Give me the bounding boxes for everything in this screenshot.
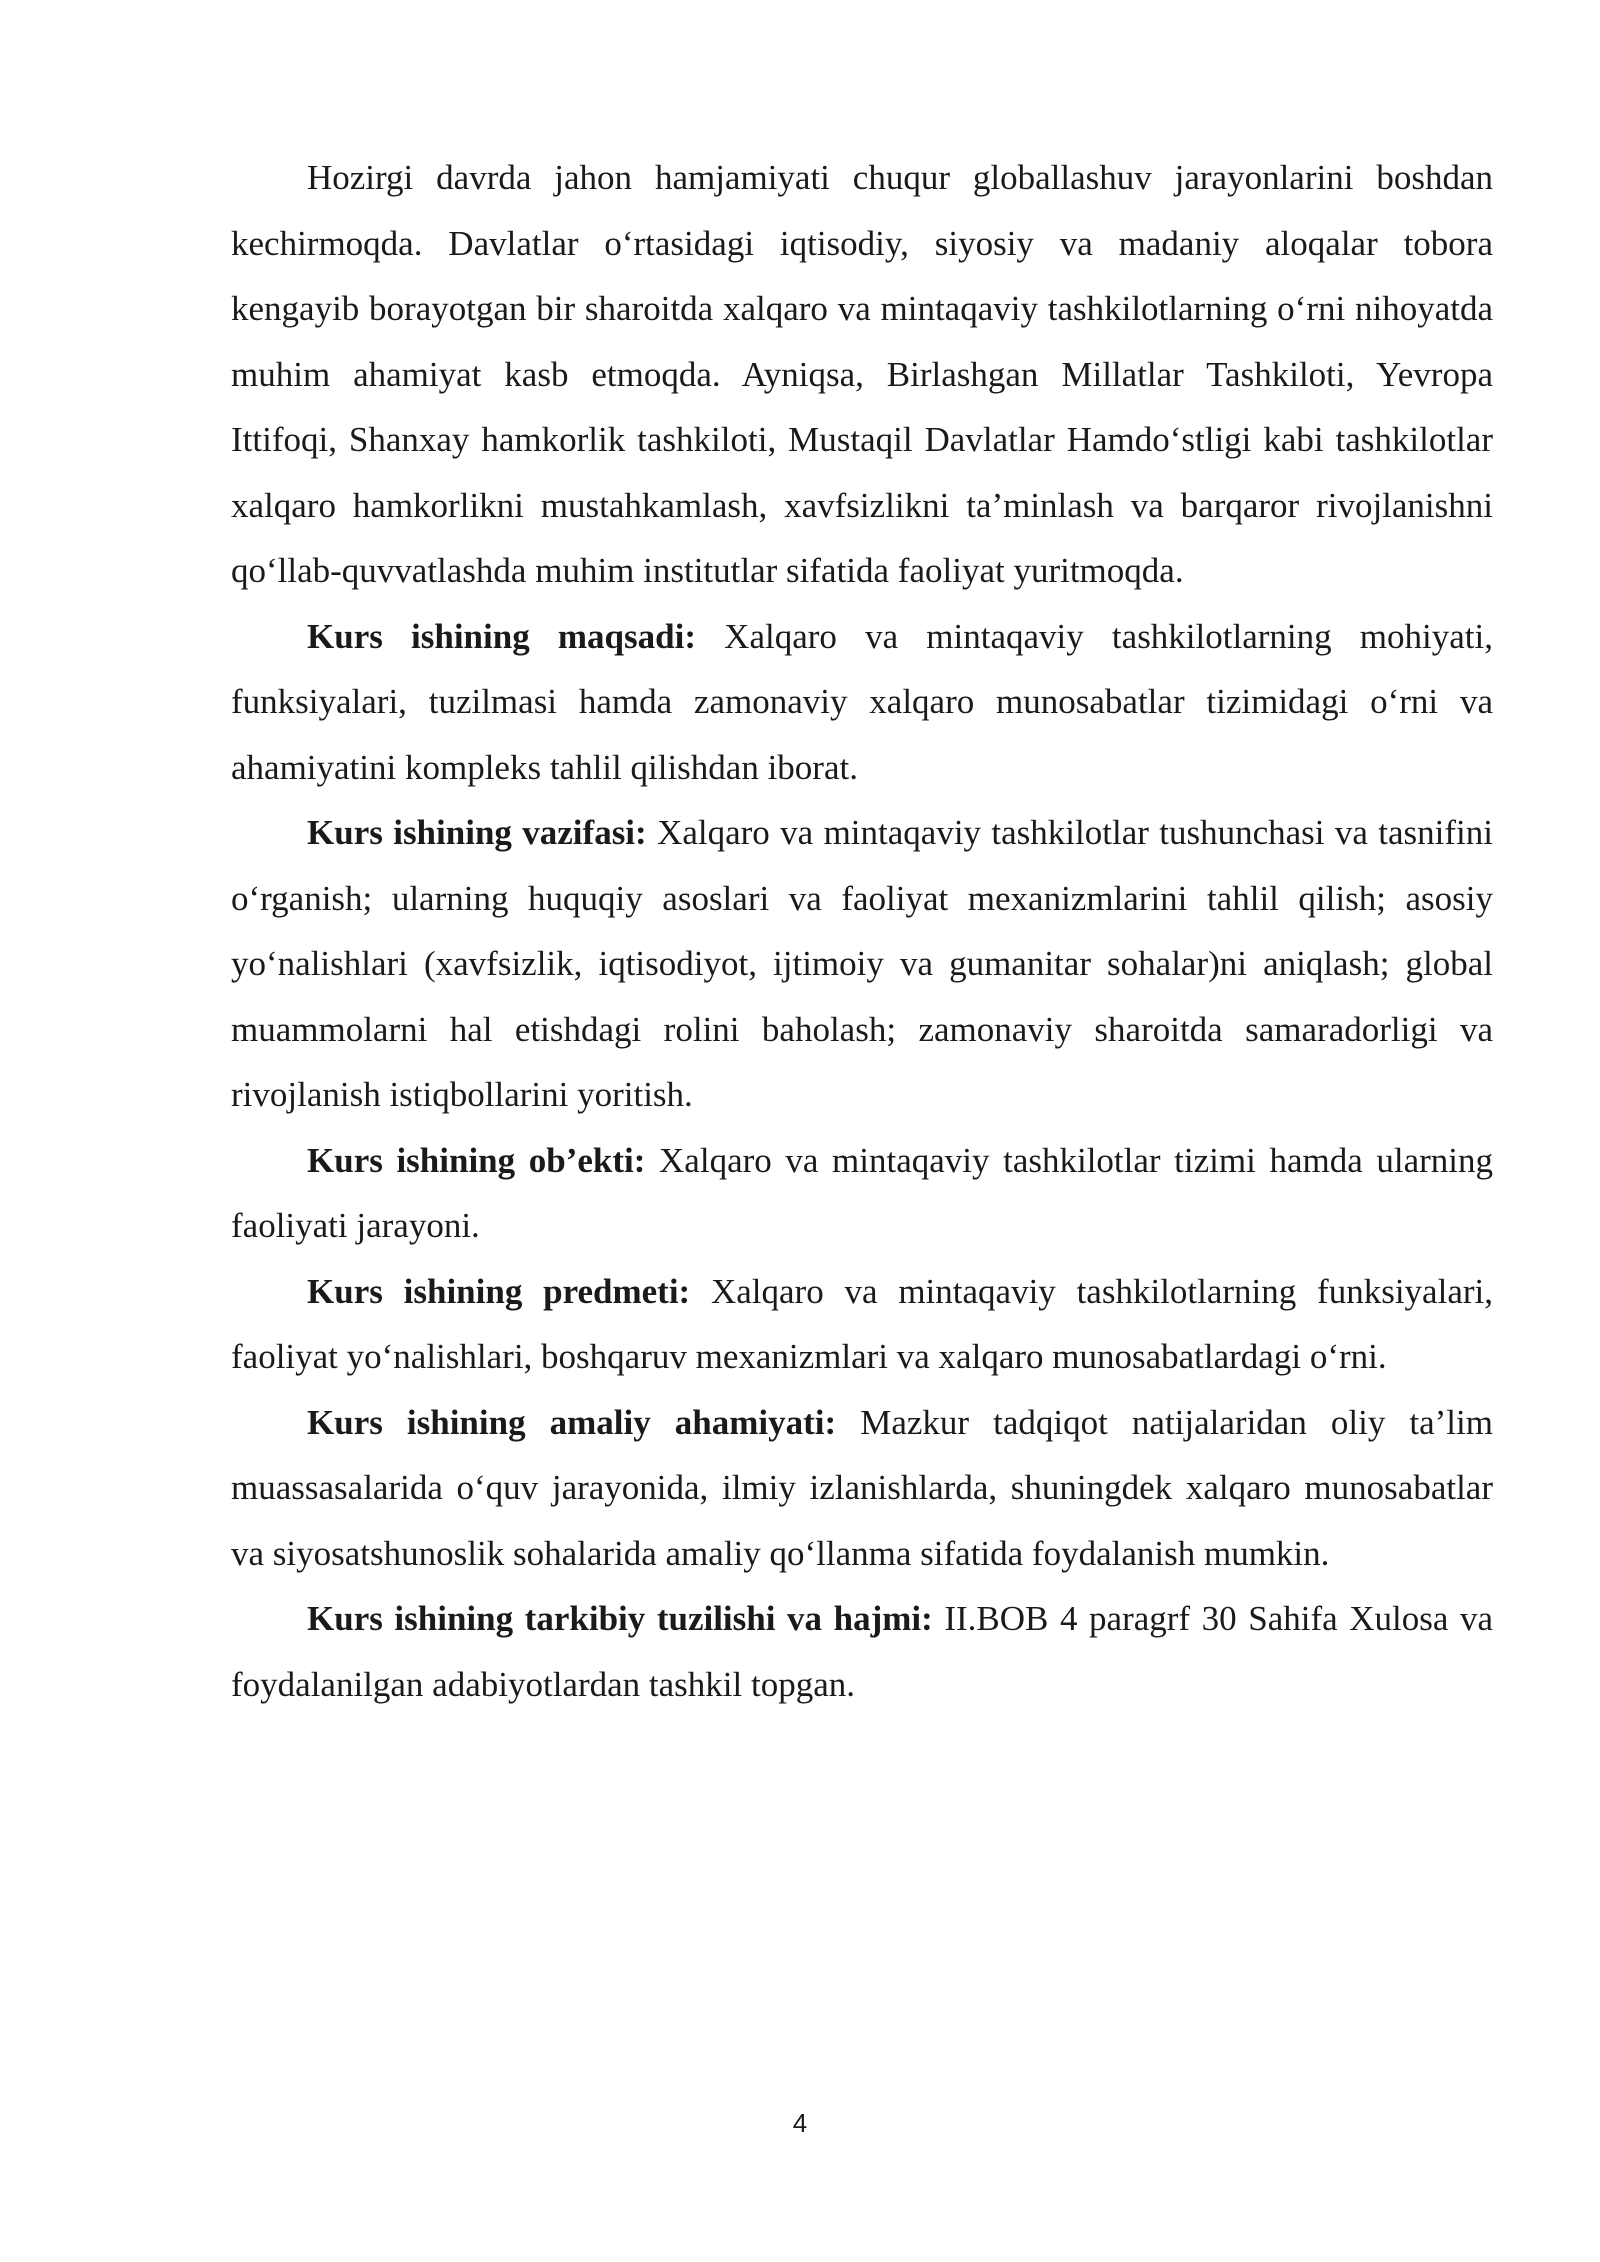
paragraph-tasks-label: Kurs ishining vazifasi: — [307, 813, 647, 852]
paragraph-object-text: Xalqaro va mintaqaviy tashkilotlar tizimi hamda ularning faoliyati jarayoni. — [231, 1140, 1493, 1245]
paragraph-tasks — [231, 800, 1493, 1128]
paragraph-practical-value — [231, 1390, 1493, 1587]
intro-text: Hozirgi davrda jahon hamjamiyati chuqur globallashuv jarayonlarini boshdan kechirmoqda. Davlatlar o‘rtasidagi iqtisodiy, siyosiy va madaniy aloqalar tobora kengayib borayotgan bir sharoitda xalqaro va mintaqaviy tashkilotlarning o‘rni nihoyatda muhim ahamiyat kasb etmoqda. Ayniqsa, Birlashgan Millatlar Tashkiloti, Yevropa Ittifoqi, Shanxay hamkorlik tashkiloti, Mustaqil Davlatlar Hamdo‘stligi kabi tashkilotlar xalqaro hamkorlikni mustahkamlash, xavfsizlikni ta’minlash va barqaror rivojlanishni qo‘llab-quvvatlashda muhim institutlar sifatida faoliyat yuritmoqda. — [231, 158, 1493, 590]
paragraph-subject-label: Kurs ishining predmeti: — [307, 1271, 691, 1311]
paragraph-practical-value-text: Mazkur tadqiqot natijalaridan oliy ta’lim muassasalarida o‘quv jarayonida, ilmiy izlanishlarda, shuningdek xalqaro munosabatlar va siyosatshunoslik sohalarida amaliy qo‘llanma sifatida foydalanish mumkin. — [231, 1402, 1493, 1573]
paragraph-object — [231, 1128, 1493, 1259]
paragraph-structure-text: II.BOB 4 paragrf 30 Sahifa Xulosa va foydalanilgan adabiyotlardan tashkil topgan. — [231, 1599, 1493, 1704]
paragraph-goal — [231, 604, 1493, 801]
paragraph-subject-text: Xalqaro va mintaqaviy tashkilotlarning funksiyalari, faoliyat yo‘nalishlari, boshqaruv mexanizmlari va xalqaro munosabatlardagi o‘rni. — [231, 1271, 1493, 1376]
paragraph-object-label: Kurs ishining ob’ekti: — [307, 1140, 646, 1180]
intro-paragraph — [231, 145, 1493, 604]
paragraph-structure — [231, 1586, 1493, 1717]
document-body — [231, 145, 1493, 1717]
paragraph-tasks-text: Xalqaro va mintaqaviy tashkilotlar tushunchasi va tasnifini o‘rganish; ularning huquqiy asoslari va faoliyat mexanizmlarini tahlil qilish; asosiy yo‘nalishlari (xavfsizlik, iqtisodiyot, ijtimoiy va gumanitar sohalar)ni aniqlash; global muammolarni hal etishdagi rolini baholash; zamonaviy sharoitda samaradorligi va rivojlanish istiqbollarini yoritish. — [231, 813, 1493, 1114]
paragraph-practical-value-label: Kurs ishining amaliy ahamiyati: — [307, 1402, 837, 1442]
paragraph-subject — [231, 1259, 1493, 1390]
page-number: 4 — [792, 2108, 808, 2138]
paragraph-goal-text: Xalqaro va mintaqaviy tashkilotlarning mohiyati, funksiyalari, tuzilmasi hamda zamonaviy xalqaro munosabatlar tizimidagi o‘rni va ahamiyatini kompleks tahlil qilishdan iborat. — [231, 616, 1493, 787]
paragraph-goal-label: Kurs ishining maqsadi: — [307, 616, 696, 656]
paragraph-structure-label: Kurs ishining tarkibiy tuzilishi va hajmi: — [307, 1599, 933, 1638]
